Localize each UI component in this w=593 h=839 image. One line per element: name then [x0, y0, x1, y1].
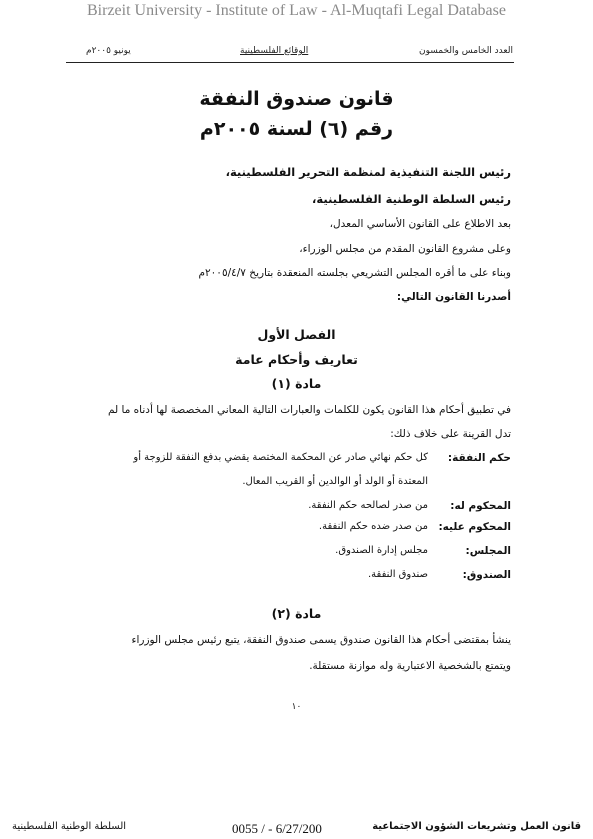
chapter-title: الفصل الأول: [257, 327, 336, 342]
footer-collection: قانون العمل وتشريعات الشؤون الاجتماعية: [372, 821, 581, 832]
preamble-line: وبناء على ما أقره المجلس التشريعي بجلسته المنعقدة بتاريخ ٢٠٠٥/٤/٧م: [198, 267, 511, 279]
page-number: ١٠: [291, 702, 302, 712]
law-title: قانون صندوق النفقة: [199, 88, 394, 110]
article-1-intro: تدل القرينة على خلاف ذلك:: [390, 428, 511, 440]
definition-term: المحكوم له:: [450, 500, 511, 512]
article-1-heading: مادة (١): [271, 376, 322, 391]
article-1-intro: في تطبيق أحكام هذا القانون يكون للكلمات والعبارات التالية المعاني المخصصة لها أدناه ما لم: [107, 404, 511, 416]
definition-text: من صدر ضده حكم النفقة.: [318, 521, 428, 532]
header-divider: [66, 62, 514, 63]
definition-term: حكم النفقة:: [447, 452, 511, 464]
article-2-text: ويتمتع بالشخصية الاعتبارية وله موازنة مستقلة.: [309, 660, 511, 672]
article-2-heading: مادة (٢): [271, 606, 322, 621]
definition-text: المعتدة أو الولد أو الوالدين أو القريب المعال.: [242, 476, 428, 487]
preamble-line: رئيس السلطة الوطنية الفلسطينية،: [312, 192, 511, 206]
gazette-date: يونيو ٢٠٠٥م: [86, 46, 131, 56]
article-2-text: ينشأ بمقتضى أحكام هذا القانون صندوق يسمى صندوق النفقة، يتبع رئيس مجلس الوزراء: [131, 634, 511, 646]
definition-text: كل حكم نهائي صادر عن المحكمة المختصة يقضي بدفع النفقة للزوجة أو: [133, 452, 428, 463]
database-banner: Birzeit University - Institute of Law - Al-Muqtafi Legal Database: [87, 2, 506, 19]
gazette-issue: العدد الخامس والخمسون: [418, 46, 513, 56]
definition-term: المجلس:: [465, 545, 511, 557]
preamble-line: رئيس اللجنة التنفيذية لمنظمة التحرير الفلسطينية،: [225, 165, 511, 179]
footer-code: 0055 / - 6/27/200: [232, 821, 322, 836]
gazette-name: الوقائع الفلسطينية: [240, 46, 309, 56]
preamble-line: بعد الاطلاع على القانون الأساسي المعدل،: [329, 218, 511, 230]
definition-text: صندوق النفقة.: [367, 569, 428, 580]
preamble-line: وعلى مشروع القانون المقدم من مجلس الوزراء،: [299, 243, 511, 255]
definition-text: من صدر لصالحه حكم النفقة.: [308, 500, 428, 511]
preamble-line: أصدرنا القانون التالي:: [396, 291, 511, 303]
footer-authority: السلطة الوطنية الفلسطينية: [12, 821, 127, 832]
definition-term: الصندوق:: [462, 569, 511, 581]
definition-text: مجلس إدارة الصندوق.: [335, 545, 428, 556]
definition-term: المحكوم عليه:: [438, 521, 511, 533]
law-number: رقم (٦) لسنة ٢٠٠٥م: [199, 118, 394, 140]
chapter-subtitle: تعاريف وأحكام عامة: [235, 352, 358, 367]
